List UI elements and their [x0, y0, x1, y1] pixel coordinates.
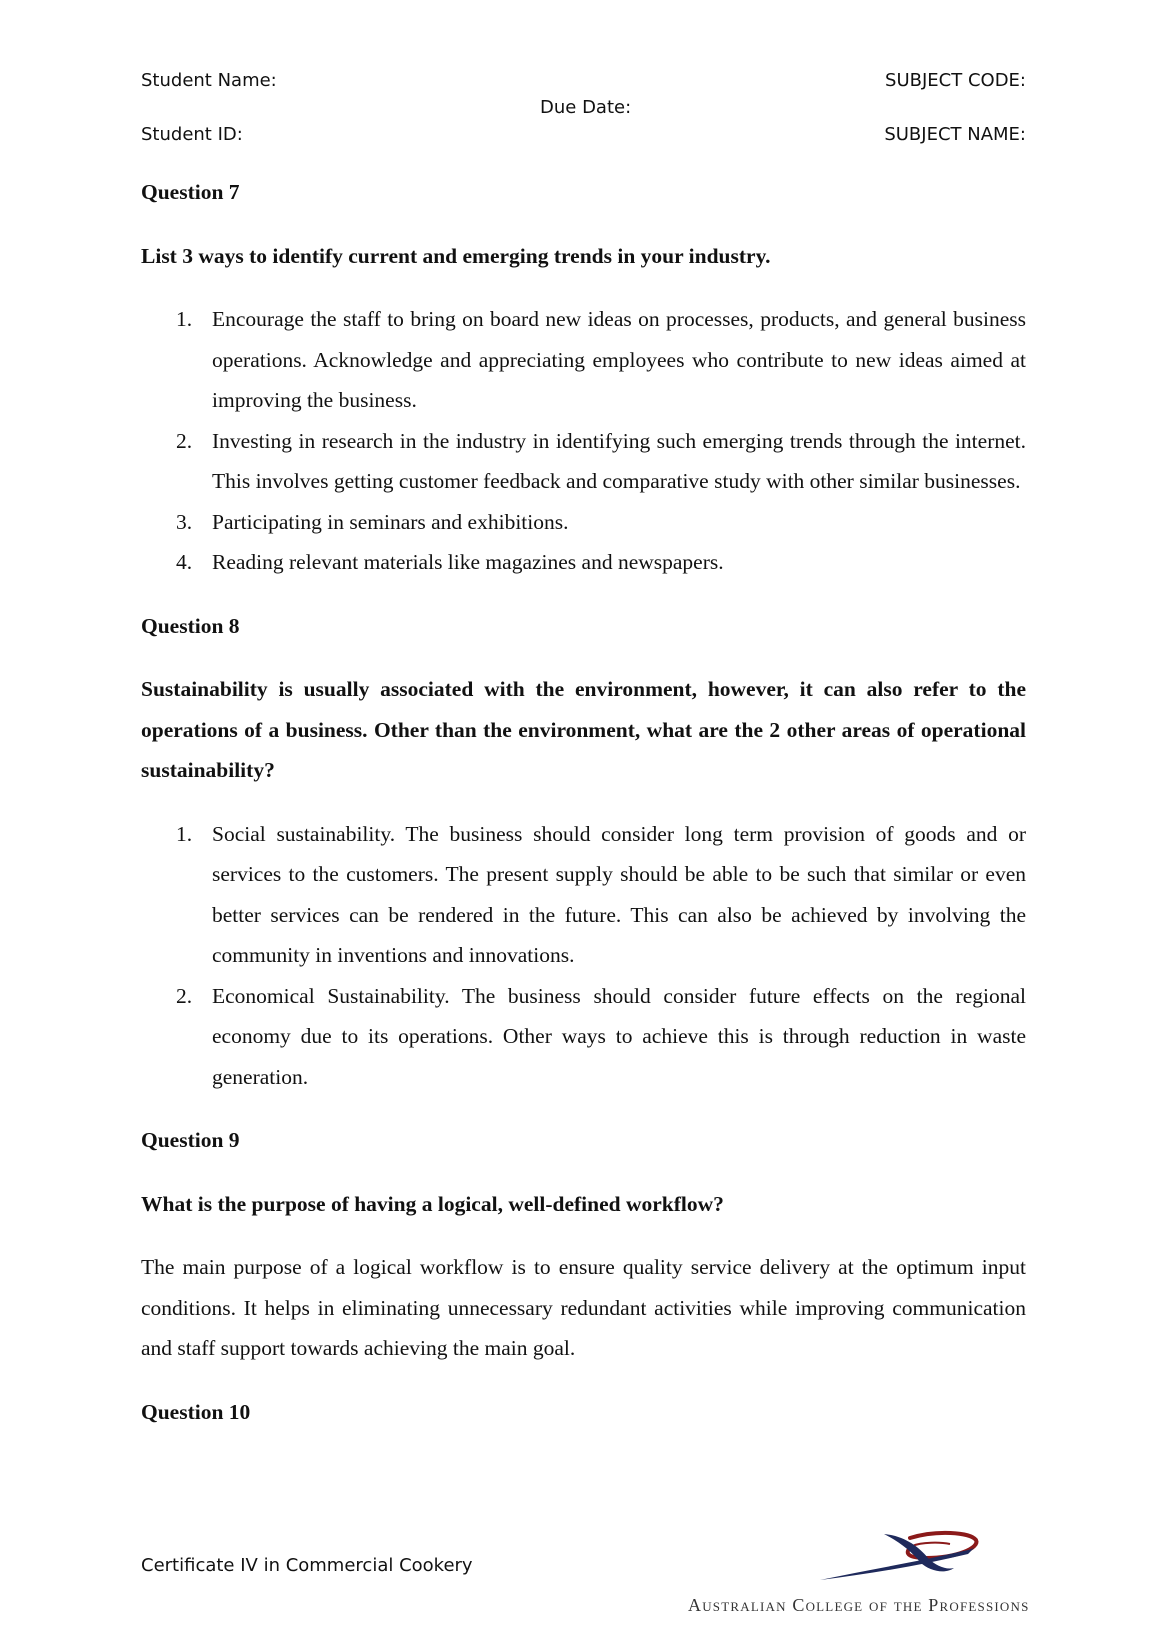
list-number: 1.: [176, 307, 193, 331]
question-9: [141, 1120, 1026, 1369]
college-logo-text: Australian College of the Professions: [688, 1595, 1030, 1615]
question-10-title: Question 10: [141, 1399, 251, 1424]
list-item: [141, 421, 1026, 502]
list-item-text: Participating in seminars and exhibitions.: [212, 509, 569, 534]
question-9-answer: The main purpose of a logical workflow is to ensure quality service delivery at the optimum input conditions. It helps in eliminating unnecessary redundant activities while improving communication and staff support towards achieving the main goal.: [141, 1255, 1026, 1360]
list-item-text: Investing in research in the industry in identifying such emerging trends through the internet. This involves getting customer feedback and comparative study with other similar businesses.: [212, 428, 1026, 493]
college-emblem-icon: [818, 1528, 1008, 1588]
list-item: [141, 542, 1026, 583]
college-logo: [688, 1528, 1138, 1628]
question-8: [141, 606, 1026, 1098]
subject-name-label: SUBJECT NAME:: [884, 124, 1026, 145]
list-item-text: Encourage the staff to bring on board new ideas on processes, products, and general business operations. Acknowledge and appreciating employees who contribute to new ideas aimed at improving the business.: [212, 307, 1026, 412]
list-item: [141, 502, 1026, 543]
question-8-title: Question 8: [141, 613, 240, 638]
subject-code-label: SUBJECT CODE:: [885, 70, 1026, 91]
list-number: 2.: [176, 428, 193, 453]
list-number: 2.: [176, 983, 193, 1008]
list-number: 4.: [176, 550, 193, 574]
question-7: [141, 172, 1026, 583]
list-item: [141, 976, 1026, 1098]
list-item: [141, 814, 1026, 976]
question-9-title: Question 9: [141, 1128, 240, 1152]
question-8-prompt: Sustainability is usually associated with the environment, however, it can also refer to the operations of a business. Other than the environment, what are the 2 other areas of operational sustainability?: [141, 677, 1026, 782]
footer-course-name: Certificate IV in Commercial Cookery: [141, 1555, 473, 1576]
list-number: 1.: [176, 821, 193, 846]
student-name-label: Student Name:: [141, 70, 277, 91]
question-9-prompt: What is the purpose of having a logical, well-defined workflow?: [141, 1191, 724, 1216]
list-item-text: Reading relevant materials like magazines and newspapers.: [212, 550, 724, 574]
question-7-answer-list: [141, 299, 1026, 583]
question-8-answer-list: [141, 814, 1026, 1098]
list-item-text: Social sustainability. The business should consider long term provision of goods and or services to the customers. The present supply should be able to be such that similar or even better services can be rendered in the future. This can also be achieved by involving the community in inventions and innovations.: [212, 821, 1026, 967]
due-date-label: Due Date:: [540, 97, 632, 118]
list-number: 3.: [176, 509, 193, 534]
student-id-label: Student ID:: [141, 124, 243, 145]
question-10: [141, 1392, 1026, 1433]
question-7-title: Question 7: [141, 180, 240, 204]
document-body: [141, 172, 1026, 1455]
question-7-prompt: List 3 ways to identify current and emerging trends in your industry.: [141, 243, 771, 268]
list-item-text: Economical Sustainability. The business should consider future effects on the regional economy due to its operations. Other ways to achieve this is through reduction in waste generation.: [212, 983, 1026, 1089]
list-item: [141, 299, 1026, 421]
